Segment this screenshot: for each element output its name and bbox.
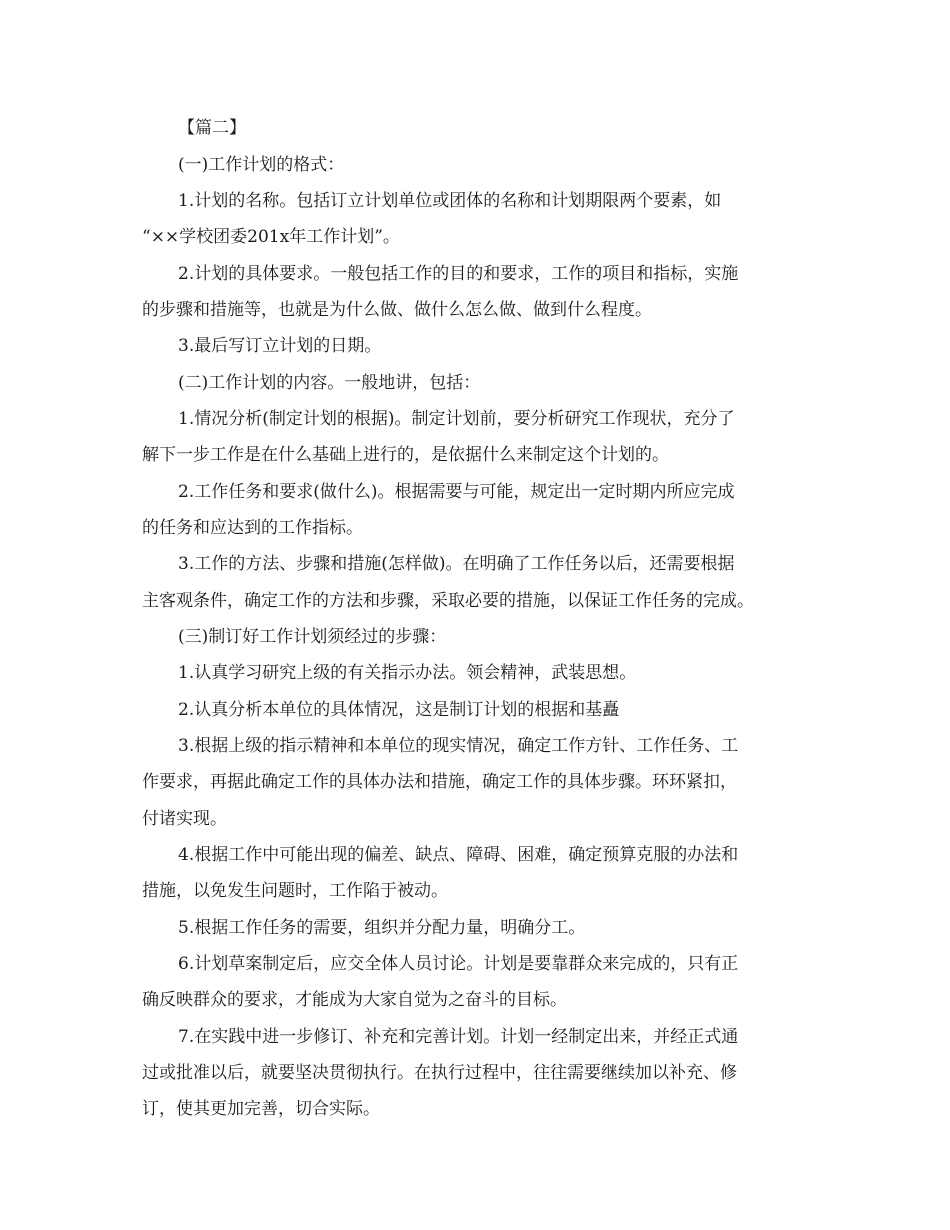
paragraph-line: 1.计划的名称。包括订立计划单位或团体的名称和计划期限两个要素，如 — [178, 191, 722, 211]
paragraph-line: 1.情况分析(制定计划的根据)。制定计划前，要分析研究工作现状，充分了 — [178, 409, 735, 429]
paragraph-line: 的任务和应达到的工作指标。 — [142, 518, 363, 538]
subsection-heading: (一)工作计划的格式： — [178, 155, 345, 175]
subsection-heading: (三)制订好工作计划须经过的步骤： — [178, 627, 447, 647]
subsection-heading: (二)工作计划的内容。一般地讲，包括： — [178, 373, 481, 393]
paragraph-line: 2.工作任务和要求(做什么)。根据需要与可能，规定出一定时期内所应完成 — [178, 482, 735, 502]
paragraph-line: 作要求，再据此确定工作的具体办法和措施，确定工作的具体步骤。环环紧扣， — [142, 772, 737, 792]
section-heading: 【篇二】 — [178, 118, 246, 138]
paragraph-line: 7.在实践中进一步修订、补充和完善计划。计划一经制定出来，并经正式通 — [178, 1027, 739, 1047]
paragraph-line: 5.根据工作任务的需要，组织并分配力量，明确分工。 — [178, 918, 586, 938]
paragraph-line: 解下一步工作是在什么基础上进行的，是依据什么来制定这个计划的。 — [142, 445, 669, 465]
paragraph-line: 3.最后写订立计划的日期。 — [178, 336, 382, 356]
paragraph-line: 3.工作的方法、步骤和措施(怎样做)。在明确了工作任务以后，还需要根据 — [178, 554, 735, 574]
paragraph-line: 订，使其更加完善，切合实际。 — [142, 1099, 380, 1119]
paragraph-line: 1.认真学习研究上级的有关指示办法。领会精神，武装思想。 — [178, 663, 637, 683]
paragraph-line: 主客观条件，确定工作的方法和步骤，采取必要的措施，以保证工作任务的完成。 — [142, 591, 754, 611]
paragraph-line: “××学校团委201x年工作计划”。 — [142, 227, 400, 247]
paragraph-line: 付诸实现。 — [142, 809, 227, 829]
paragraph-line: 措施，以免发生问题时，工作陷于被动。 — [142, 881, 448, 901]
paragraph-line: 确反映群众的要求，才能成为大家自觉为之奋斗的目标。 — [142, 990, 567, 1010]
paragraph-line: 的步骤和措施等，也就是为什么做、做什么怎么做、做到什么程度。 — [142, 300, 652, 320]
paragraph-line: 4.根据工作中可能出现的偏差、缺点、障碍、困难，确定预算克服的办法和 — [178, 845, 739, 865]
paragraph-line: 3.根据上级的指示精神和本单位的现实情况，确定工作方针、工作任务、工 — [178, 736, 739, 756]
paragraph-line: 2.计划的具体要求。一般包括工作的目的和要求，工作的项目和指标，实施 — [178, 264, 739, 284]
paragraph-line: 过或批准以后，就要坚决贯彻执行。在执行过程中，往往需要继续加以补充、修 — [142, 1063, 737, 1083]
paragraph-line: 2.认真分析本单位的具体情况，这是制订计划的根据和基矗 — [178, 700, 620, 720]
paragraph-line: 6.计划草案制定后，应交全体人员讨论。计划是要靠群众来完成的，只有正 — [178, 954, 739, 974]
